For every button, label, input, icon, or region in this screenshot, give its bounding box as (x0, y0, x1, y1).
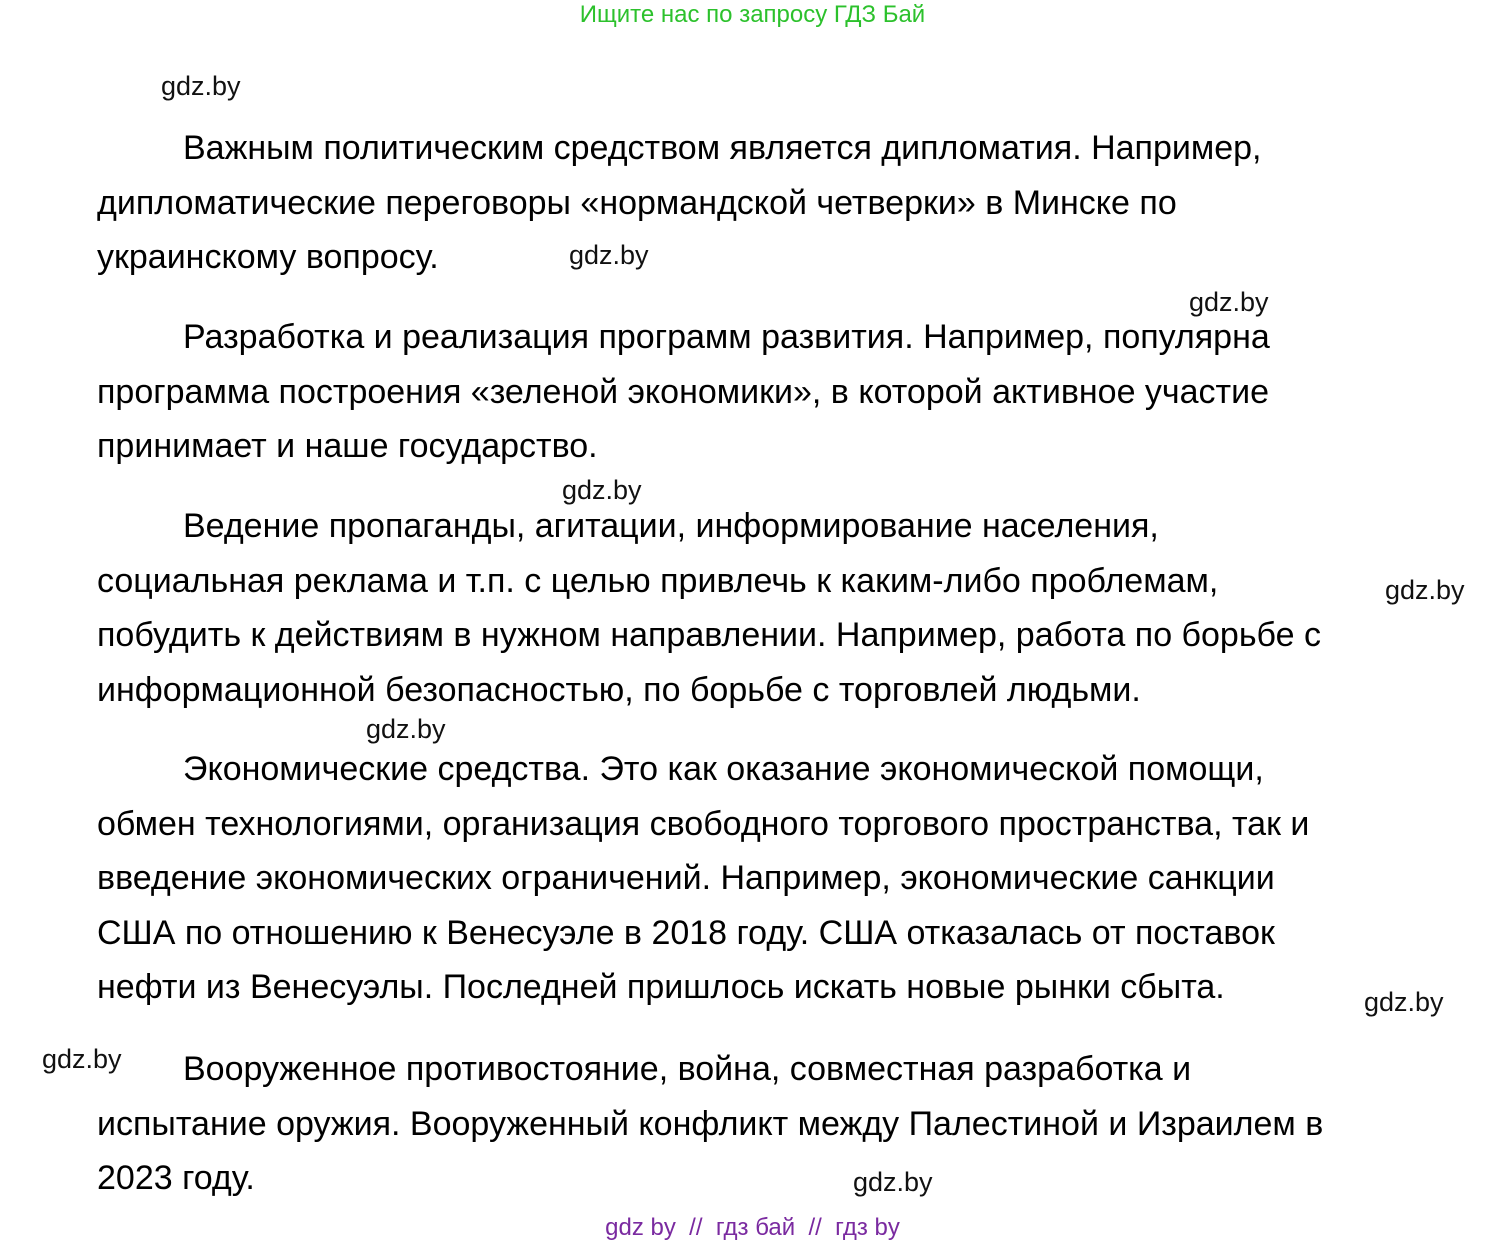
text-line: США по отношению к Венесуэле в 2018 году. США отказалась от поставок (97, 913, 1275, 952)
text-line: обмен технологиями, организация свободного торгового пространства, так и (97, 804, 1310, 843)
text-line: испытание оружия. Вооруженный конфликт между Палестиной и Израилем в (97, 1104, 1324, 1143)
text-line: программа построения «зеленой экономики», в которой активное участие (97, 372, 1270, 411)
watermark: gdz.by (161, 71, 241, 101)
footer-banner: gdz by // гдз бай // гдз by (605, 1214, 900, 1241)
text-line: социальная реклама и т.п. с целью привлечь к каким-либо проблемам, (97, 561, 1219, 600)
text-line: Экономические средства. Это как оказание экономической помощи, (183, 750, 1264, 788)
text-line: Важным политическим средством является дипломатия. Например, (183, 129, 1262, 167)
text-line: дипломатические переговоры «нормандской четверки» в Минске по (97, 183, 1177, 222)
paragraph-development-programs (97, 310, 1497, 474)
text-line: украинскому вопросу. (97, 238, 439, 276)
paragraph-armed-conflict (97, 1042, 1497, 1206)
paragraph-propaganda (97, 499, 1497, 717)
text-line: принимает и наше государство. (97, 427, 598, 465)
watermark: gdz.by (569, 240, 649, 270)
text-line: нефти из Венесуэлы. Последней пришлось искать новые рынки сбыта. (97, 968, 1225, 1006)
text-line: введение экономических ограничений. Например, экономические санкции (97, 859, 1275, 897)
text-line: Разработка и реализация программ развития. Например, популярна (183, 318, 1270, 356)
header-banner: Ищите нас по запросу ГДЗ Бай (579, 1, 926, 28)
text-line: Вооруженное противостояние, война, совместная разработка и (183, 1050, 1192, 1088)
text-line: Ведение пропаганды, агитации, информирование населения, (183, 507, 1159, 545)
watermark: gdz.by (42, 1044, 122, 1074)
paragraph-economic-means (97, 742, 1497, 1015)
text-line: информационной безопасностью, по борьбе с торговлей людьми. (97, 670, 1141, 709)
watermark: gdz.by (853, 1167, 933, 1197)
watermark: gdz.by (562, 475, 642, 505)
paragraph-diplomacy (97, 121, 1497, 285)
text-line: побудить к действиям в нужном направлении. Например, работа по борьбе с (97, 616, 1321, 654)
watermark: gdz.by (1364, 987, 1444, 1017)
text-line: 2023 году. (97, 1159, 255, 1197)
watermark: gdz.by (1189, 287, 1269, 317)
watermark: gdz.by (1385, 575, 1465, 605)
watermark: gdz.by (366, 714, 446, 744)
